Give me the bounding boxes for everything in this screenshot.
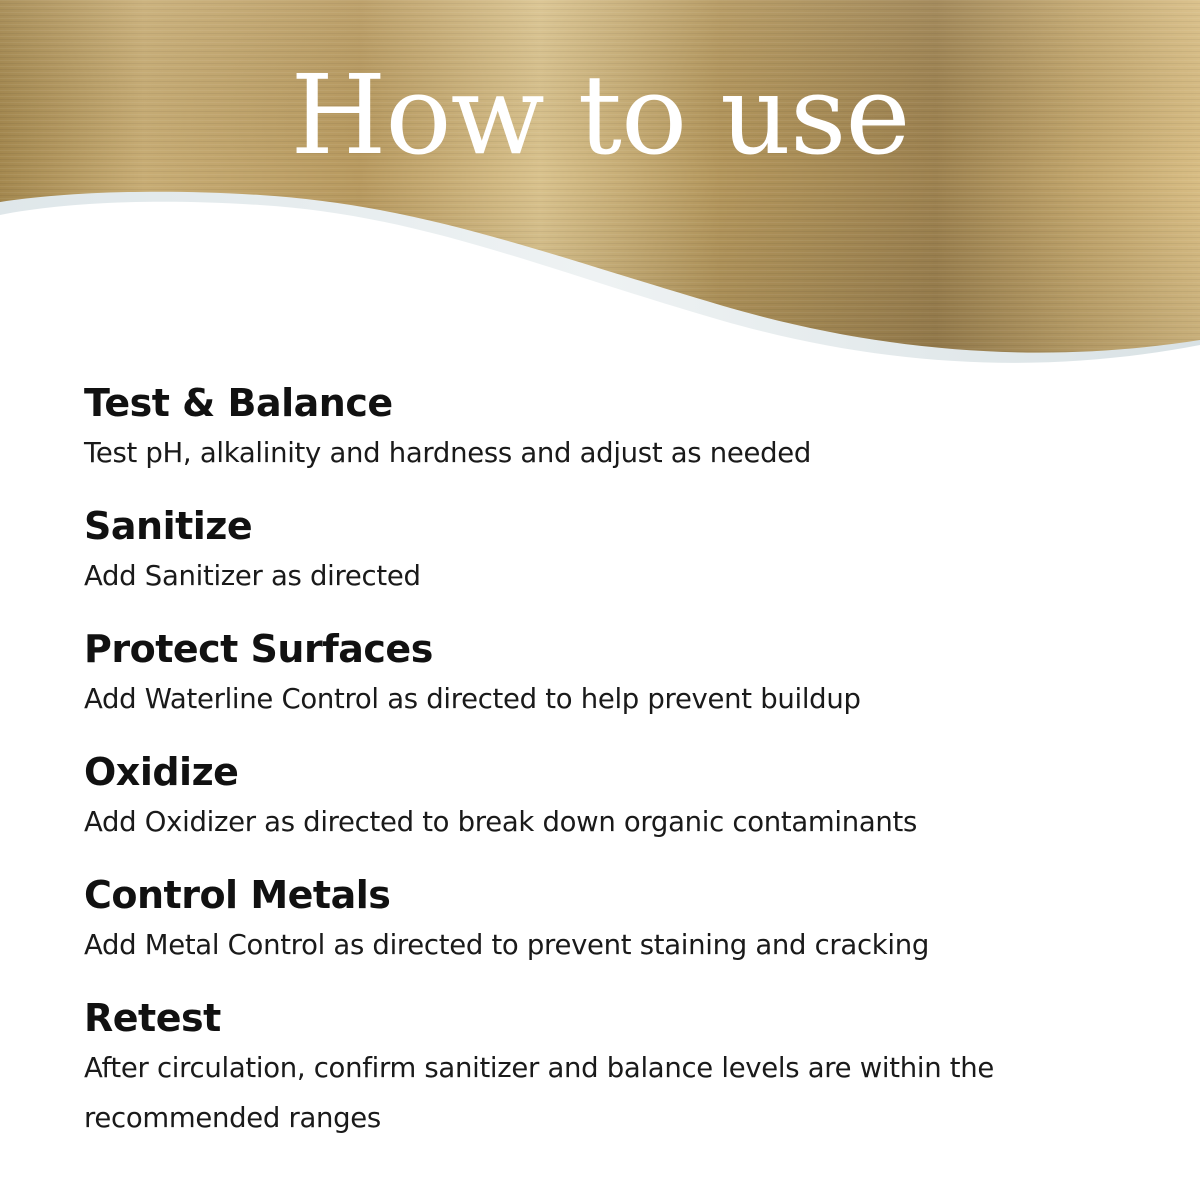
page-title: How to use (290, 51, 910, 179)
step-title: Protect Surfaces (84, 627, 433, 671)
step-description: Add Waterline Control as directed to help prevent buildup (84, 683, 861, 715)
step-oxidize (84, 747, 1164, 847)
step-control-metals (84, 870, 1164, 970)
step-description: Test pH, alkalinity and hardness and adjust as needed (84, 437, 812, 469)
step-title: Test & Balance (84, 381, 393, 425)
step-title: Sanitize (84, 504, 253, 548)
steps-list (84, 378, 1164, 1166)
step-title: Retest (84, 996, 221, 1040)
step-description: After circulation, confirm sanitizer and balance levels are within the recommended ranges (84, 1052, 995, 1134)
step-test-balance (84, 378, 1164, 478)
step-title: Control Metals (84, 873, 391, 917)
step-description: Add Sanitizer as directed (84, 560, 421, 592)
step-title: Oxidize (84, 750, 239, 794)
step-protect-surfaces (84, 624, 1164, 724)
step-description: Add Oxidizer as directed to break down organic contaminants (84, 806, 918, 838)
step-description: Add Metal Control as directed to prevent staining and cracking (84, 929, 930, 961)
step-sanitize (84, 501, 1164, 601)
step-retest (84, 993, 1164, 1143)
